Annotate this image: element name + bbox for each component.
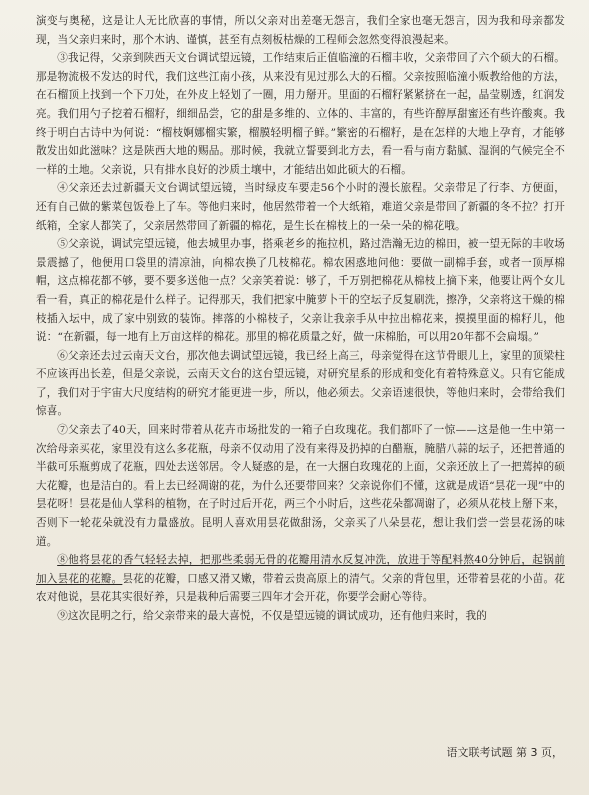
paragraph-7: ⑦父亲去了40天，回来时带着从花卉市场批发的一箱子白玫瑰花。我们都吓了一惊——这是他一生中第一次给母亲买花，家里没有这么多花瓶，母亲不仅动用了没有来得及扔掉的白醋瓶，腌腊八蒜的坛子，还把普通的半截可乐瓶剪成了花瓶，四处去送邻居。令人疑惑的是，在一大捆白玫瑰花的上面，父亲还放上了一把蔫掉的硕大花瓣，也是洁白的。看上去已经凋谢的花，为什么还要带回来？父亲说你们不懂，这就是成语“昙花一现”中的昙花呀！昙花是仙人掌科的植物，在子时过后开花，两三个小时后，这些花朵都凋谢了，必须从花枝上掰下来，否则下一轮花朵就没有力量盛放。昆明人喜欢用昙花做甜汤，父亲买了八朵昙花，想让我们尝一尝昙花汤的味道。: [36, 424, 565, 548]
paragraph-5: ⑤父亲说，调试完望远镜，他去城里办事，搭乘老乡的拖拉机，路过浩瀚无边的棉田，被一望无际的丰收场景震撼了，他便用口袋里的清凉油，向棉农换了几枝棉花。棉农困惑地问他：要做一副棉手套，或者一顶厚棉帽，这点棉花都不够，要不要多送他一点？父亲笑着说：够了，千万别把棉花从棉枝上摘下来，他要让两个女儿看一看，真正的棉花是什么样子。记得那天，我们把家中腌萝卜干的空坛子反复刷洗，擦净，父亲将这干燥的棉枝插入坛中，成了家中别致的装饰。摔落的小棉枝子，父亲让我亲手从中拉出棉花来，摸摸里面的棉籽儿，他说：“在新疆，每一地有上万亩这样的棉花。那里的棉花质量之好，做一床棉胎，可以用20年都不会扁塌。”: [36, 238, 565, 344]
paragraph-8: [36, 551, 565, 607]
article-body: [36, 12, 565, 626]
paragraph-1: 演变与奥秘，这是让人无比欣喜的事情，所以父亲对出差毫无怨言，我们全家也毫无怨言，因为我和母亲都发现，当父亲归来时，那个木讷、谨慎，甚至有点刻板枯燥的工程师会忽然变得浪漫起来。: [36, 15, 565, 46]
paragraph-4: ④父亲还去过新疆天文台调试望远镜，当时绿皮车要走56个小时的漫长旅程。父亲带足了行李、方便面，还有自己做的紫菜包饭卷上了车。等他归来时，他居然带着一个大纸箱，难道父亲是带回了新疆的冬不拉？打开纸箱，全家人都笑了，父亲居然带回了新疆的棉花，是生长在棉枝上的一朵一朵的棉花哦。: [36, 182, 565, 232]
page-footer: 语文联考试题 第 3 页，: [446, 746, 563, 759]
paragraph-3: ③我记得，父亲到陕西天文台调试望远镜，工作结束后正值临潼的石榴丰收，父亲带回了六个硕大的石榴。那是物流极不发达的时代，我们这些江南小孩，从来没有见过那么大的石榴。父亲按照临潼小贩教给他的方法，在石榴顶上找到一个下刀处，在外皮上轻划了一圈，用力掰开。里面的石榴籽紧紧挤在一起，晶莹剔透，红润发亮。我们用勺子挖着石榴籽，细细品尝，它的甜是多维的、立体的、丰富的，有些许醇厚甜蜜还有些许酸爽。我终于明白古诗中为何说：“榴枝婀娜榴实繁，榴膜轻明榴子鲜。”繁密的石榴籽，是在怎样的大地上孕育，才能够散发出如此滋味？这是陕西大地的赐品。那时候，我就立誓要到北方去，看一看与南方黏腻、湿润的气候完全不一样的土地。父亲说，只有排水良好的沙质土壤中，才能结出如此硕大的石榴。: [36, 52, 565, 176]
paragraph-8-rest: 昙花的花瓣，口感又滑又嫩，带着云贵高原上的清气。父亲的背包里，还带着昙花的小苗。花农对他说，昙花其实很好养，只是栽种后需要三四年才会开花，你要学会耐心等待。: [36, 572, 565, 604]
paragraph-6: ⑥父亲还去过云南天文台，那次他去调试望远镜，我已经上高三，母亲觉得在这节骨眼儿上，家里的顶梁柱不应该再出长差，但是父亲说，云南天文台的这台望远镜，对研究星系的形成和变化有着特殊意义。只有它能成了，我们对于宇宙大尺度结构的研究才能更进一步，所以，他必须去。父亲语速很快，等他归来时，会带给我们惊喜。: [36, 349, 565, 418]
paragraph-9: ⑨这次昆明之行，给父亲带来的最大喜悦，不仅是望远镜的调试成功，还有他归来时，我的: [57, 610, 487, 622]
underlined-sentence: ⑧他将昙花的香气轻轻去掉，把那些柔弱无骨的花瓣用清水反复冲洗，放进于等配料熬40分钟后，起锅前加入昙花的花瓣。: [36, 554, 565, 585]
